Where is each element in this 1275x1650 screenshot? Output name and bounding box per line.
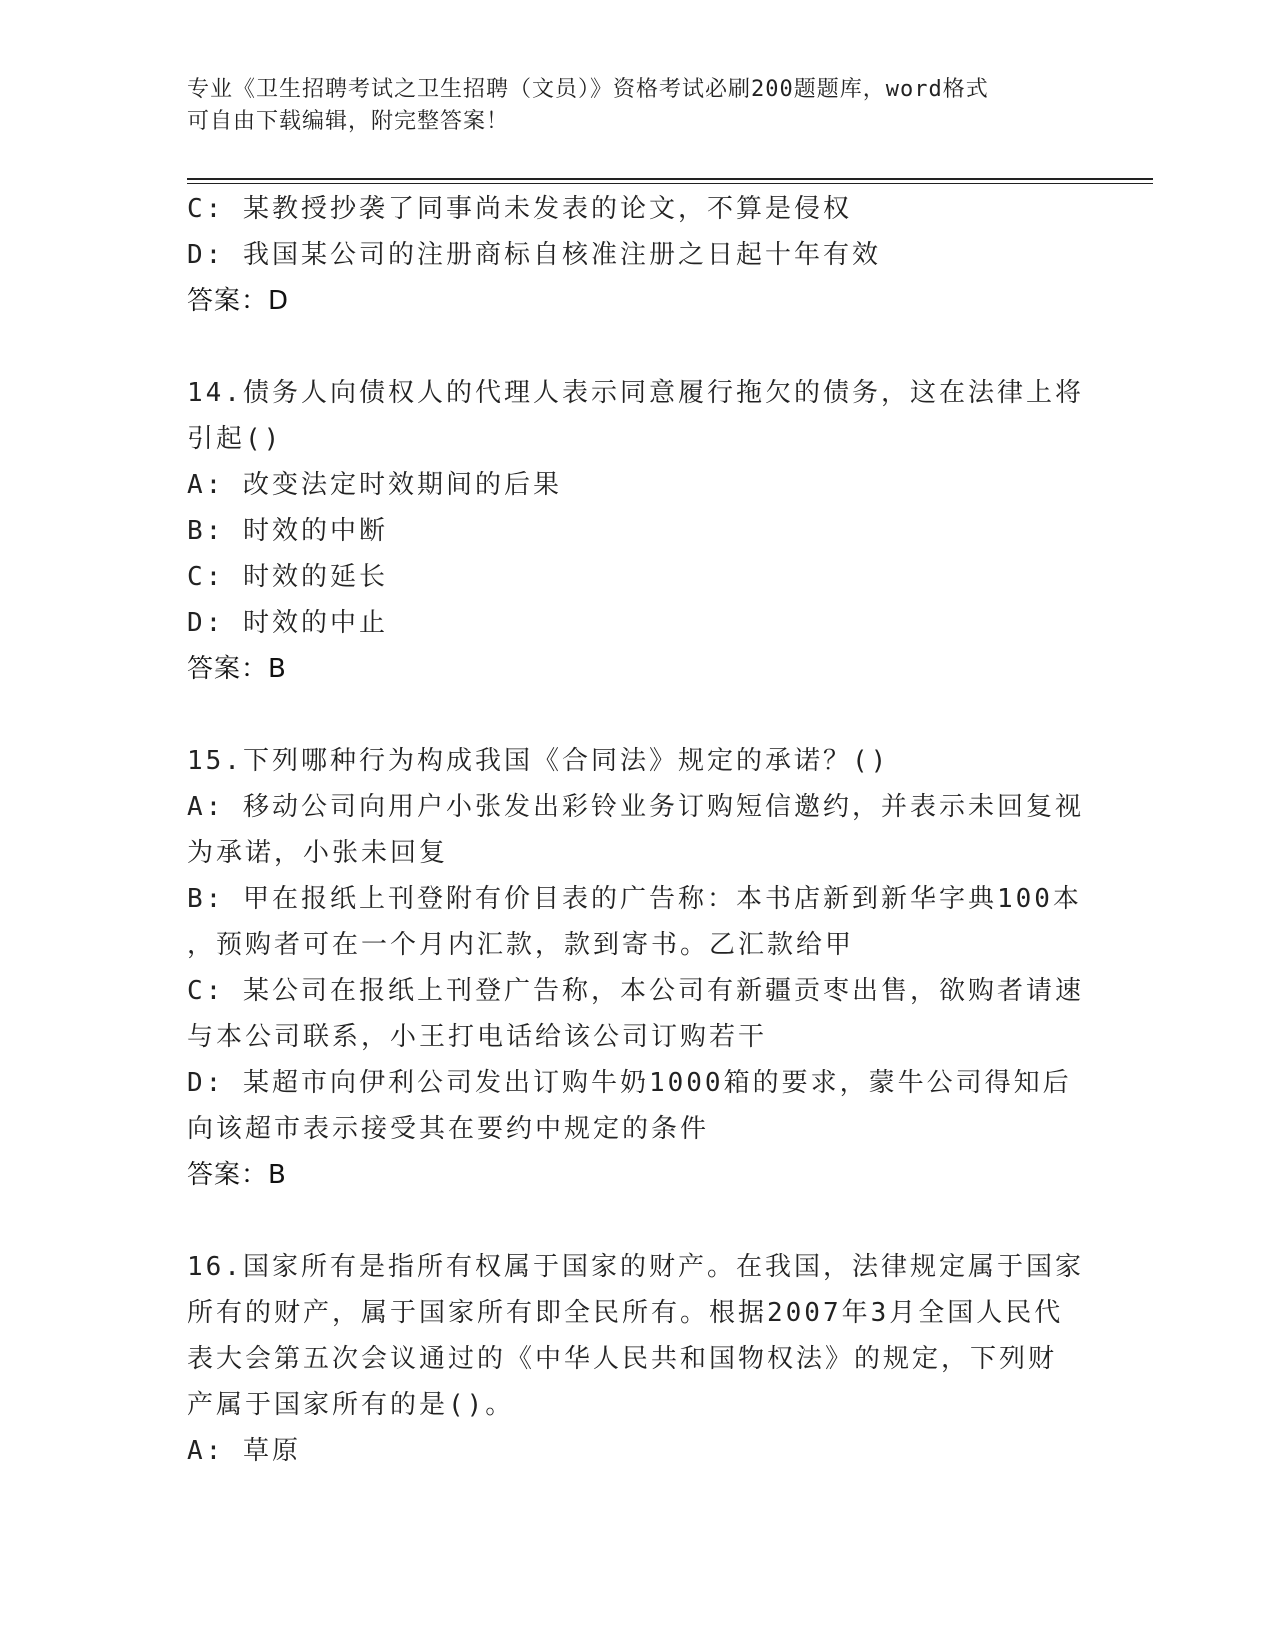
- question-14: [187, 370, 1087, 692]
- q15-answer: 答案：B: [187, 1160, 287, 1190]
- q15-option-b-line-1: B: 甲在报纸上刊登附有价目表的广告称：本书店新到新华字典100本: [187, 884, 1082, 914]
- question-content: [187, 186, 1087, 1474]
- q16-stem-line-3: 表大会第五次会议通过的《中华人民共和国物权法》的规定，下列财: [187, 1344, 1058, 1374]
- spacer: [187, 692, 1087, 738]
- q15-option-d-line-2: 向该超市表示接受其在要约中规定的条件: [187, 1114, 710, 1144]
- header-divider-thick: [187, 178, 1153, 180]
- q15-option-a-line-1: A: 移动公司向用户小张发出彩铃业务订购短信邀约，并表示未回复视: [187, 792, 1084, 822]
- q16-stem-line-1: 16.国家所有是指所有权属于国家的财产。在我国，法律规定属于国家: [187, 1252, 1084, 1282]
- header-line-1: 专业《卫生招聘考试之卫生招聘（文员）》资格考试必刷200题题库，word格式: [187, 77, 989, 102]
- q15-option-c-line-1: C: 某公司在报纸上刊登广告称，本公司有新疆贡枣出售，欲购者请速: [187, 976, 1084, 1006]
- q15-option-b-line-2: ，预购者可在一个月内汇款，款到寄书。乙汇款给甲: [187, 930, 855, 960]
- q15-option-d-line-1: D: 某超市向伊利公司发出订购牛奶1000箱的要求，蒙牛公司得知后: [187, 1068, 1072, 1098]
- q16-stem-line-2: 所有的财产，属于国家所有即全民所有。根据2007年3月全国人民代: [187, 1298, 1064, 1328]
- q16-stem-line-4: 产属于国家所有的是()。: [187, 1390, 515, 1420]
- q15-option-a-line-2: 为承诺，小张未回复: [187, 838, 449, 868]
- question-16: [187, 1244, 1087, 1474]
- spacer: [187, 1198, 1087, 1244]
- q14-stem-line-1: 14.债务人向债权人的代理人表示同意履行拖欠的债务，这在法律上将: [187, 378, 1084, 408]
- q14-option-b: B: 时效的中断: [187, 516, 388, 546]
- q14-option-a: A: 改变法定时效期间的后果: [187, 470, 562, 500]
- q13-option-d: D: 我国某公司的注册商标自核准注册之日起十年有效: [187, 240, 881, 270]
- q15-stem-line-1: 15.下列哪种行为构成我国《合同法》规定的承诺？(): [187, 746, 890, 776]
- question-15: [187, 738, 1087, 1198]
- spacer: [187, 324, 1087, 370]
- q16-option-a: A: 草原: [187, 1436, 301, 1466]
- q13-option-c: C: 某教授抄袭了同事尚未发表的论文，不算是侵权: [187, 194, 852, 224]
- q15-option-c-line-2: 与本公司联系，小王打电话给该公司订购若干: [187, 1022, 768, 1052]
- q14-answer: 答案：B: [187, 654, 287, 684]
- q13-answer: 答案：D: [187, 286, 290, 316]
- header-divider-thin: [187, 183, 1153, 184]
- q14-stem-line-2: 引起(): [187, 424, 283, 454]
- q14-option-c: C: 时效的延长: [187, 562, 388, 592]
- question-13: [187, 186, 1087, 324]
- page-header: [187, 74, 1067, 138]
- q14-option-d: D: 时效的中止: [187, 608, 388, 638]
- header-line-2: 可自由下载编辑，附完整答案！: [187, 109, 510, 134]
